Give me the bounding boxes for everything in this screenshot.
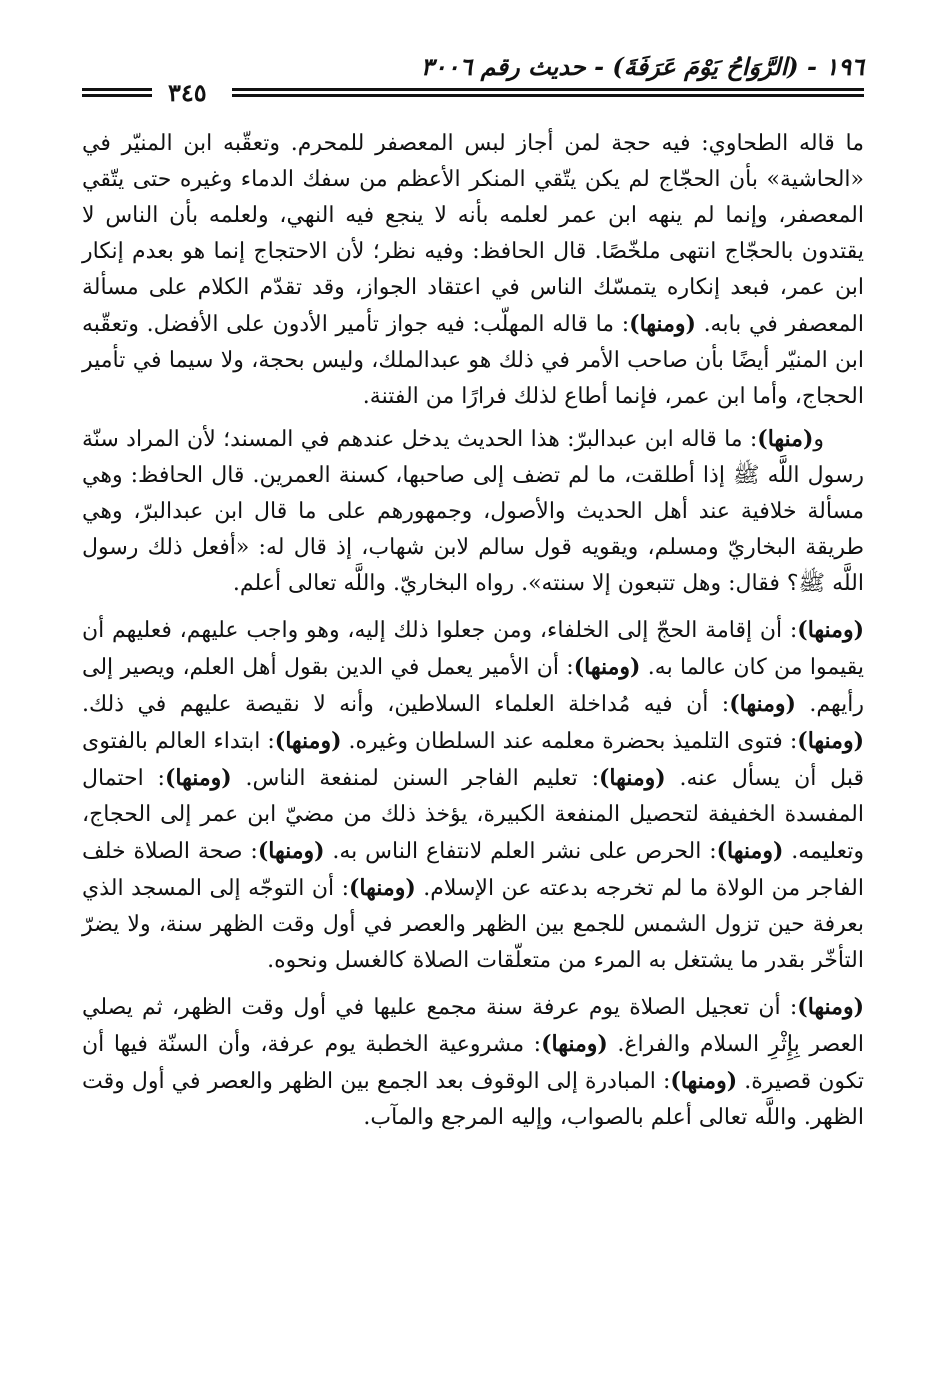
- label-wa-minha: (ومنها): [274, 728, 342, 754]
- text-segment: : أن فيه مُداخلة العلماء السلاطين، وأنه لا نقيصة عليهم في ذلك.: [82, 692, 730, 717]
- body-text: [82, 126, 864, 1142]
- text-segment: : فتوى التلميذ بحضرة معلمه عند السلطان وغيره.: [341, 729, 798, 754]
- label-wa-minha: (ومنها): [670, 1068, 738, 1094]
- text-segment: : أن الأمير يعمل في الدين بقول أهل العلم، ويصير إلى رأيهم.: [82, 655, 864, 717]
- text-segment: : أن إقامة الحجّ إلى الخلفاء، ومن جعلوا ذلك إليه، وهو واجب عليهم، فعليهم أن يقيموا من كان عالما به.: [82, 618, 864, 680]
- label-wa-minha: (ومنها): [729, 691, 796, 717]
- text-segment: : احتمال المفسدة الخفيفة لتحصيل المنفعة الكبيرة، يؤخذ ذلك من مضيّ ابن عمر إلى الحجاج، وتعليمه.: [82, 766, 864, 864]
- label-wa-minha: (ومنها): [349, 875, 416, 901]
- text-segment: : المبادرة إلى الوقوف بعد الجمع بين الظهر والعصر في أول وقت الظهر. واللَّه تعالى أعلم بالصواب، وإليه المرجع والمآب.: [82, 1069, 864, 1130]
- label-wa-minha: (ومنها): [573, 654, 641, 680]
- text-segment: : مشروعية الخطبة يوم عرفة، وأن السنّة فيها أن تكون قصيرة.: [82, 1032, 865, 1094]
- header-rule-short: [82, 88, 152, 100]
- paragraph: [82, 612, 864, 979]
- text-segment: : أن تعجيل الصلاة يوم عرفة سنة مجمع عليها في أول وقت الظهر، ثم يصلي العصر بِإِثْرِ السلام والفراغ.: [82, 995, 864, 1057]
- page-header: [82, 50, 864, 106]
- text-segment: : تعليم الفاجر السنن لمنفعة الناس.: [231, 766, 599, 791]
- text-segment: : ابتداء العالم بالفتوى قبل أن يسأل عنه.: [82, 729, 864, 791]
- label-wa-minha: (ومنها): [716, 838, 784, 864]
- label-wa-minha: (ومنها): [257, 838, 325, 864]
- label-wa-minha: (ومنها): [541, 1031, 608, 1057]
- label-minha: (منها): [757, 426, 814, 452]
- label-wa-minha: (ومنها): [797, 728, 864, 754]
- text-segment: : صحة الصلاة خلف الفاجر من الولاة ما لم تخرجه بدعته عن الإسلام.: [82, 839, 864, 901]
- label-wa-minha: (ومنها): [797, 994, 864, 1020]
- text-segment: : ما قاله ابن عبدالبرّ: هذا الحديث يدخل عندهم في المسند؛ لأن المراد سنّة رسول اللَّه ﷺ إذا أطلقت، ما لم تضف إلى صاحبها، كسنة العمرين. قال الحافظ: وهي مسألة خلافية عند أهل الحديث والأصول، وجمهورهم على ما قال ابن عبدالبرّ، وهي طريقة البخاريّ ومسلم، ويقويه قول سالم لابن شهاب، إذ قال له: «أفعل ذلك رسول اللَّه ﷺ؟ فقال: وهل تتبعون إلا سنته». رواه البخاريّ. واللَّه تعالى أعلم.: [82, 427, 864, 596]
- paragraph: [82, 989, 864, 1136]
- running-title: ١٩٦ - (الرَّوَاحُ يَوْمَ عَرَفَةَ) - حديث رقم ٣٠٠٦: [420, 52, 864, 81]
- paragraph: [82, 421, 864, 602]
- label-wa-minha: (ومنها): [164, 765, 232, 791]
- label-wa-minha: (ومنها): [629, 311, 696, 337]
- label-wa-minha: (ومنها): [599, 765, 666, 791]
- text-segment: و: [813, 427, 824, 452]
- text-segment: : ما قاله المهلّب: فيه جواز تأمير الأدون على الأفضل. وتعقّبه ابن المنيّر أيضًا بأن صاحب الأمر في ذلك هو عبدالملك، وليس بحجة، ولا سيما في تأمير الحجاج، وأما ابن عمر، فإنما أطاع لذلك فرارًا من الفتنة.: [82, 312, 864, 409]
- text-segment: ما قاله الطحاوي: فيه حجة لمن أجاز لبس المعصفر للمحرم. وتعقّبه ابن المنيّر في «الحاشية» بأن الحجّاج لم يكن يتّقي المنكر الأعظم من سفك الدماء وغيره حتى يتّقي المعصفر، وإنما لم ينهه ابن عمر لعلمه بأنه لا ينجع فيه النهي، ولعلمه بأن الناس لا يقتدون بالحجّاج انتهى ملخّصًا. قال الحافظ: وفيه نظر؛ لأن الاحتجاج إنما هو بعدم إنكار ابن عمر، فبعد إنكاره يتمسّك الناس في اعتقاد الجواز، وقد تقدّم الكلام على مسألة المعصفر في بابه.: [82, 131, 865, 337]
- label-wa-minha: (ومنها): [797, 617, 864, 643]
- paragraph: [82, 126, 864, 415]
- text-segment: : أن التوجّه إلى المسجد الذي بعرفة حين تزول الشمس للجمع بين الظهر والعصر في أول وقت الظهر سنة، ولا يضرّ التأخّر بقدر ما يشتغل به المرء من متعلّقات الصلاة كالغسل ونحوه.: [82, 876, 864, 973]
- page-number: ٣٤٥: [168, 78, 207, 107]
- header-rule-long: [232, 88, 864, 100]
- text-segment: : الحرص على نشر العلم لانتفاع الناس به.: [324, 839, 717, 864]
